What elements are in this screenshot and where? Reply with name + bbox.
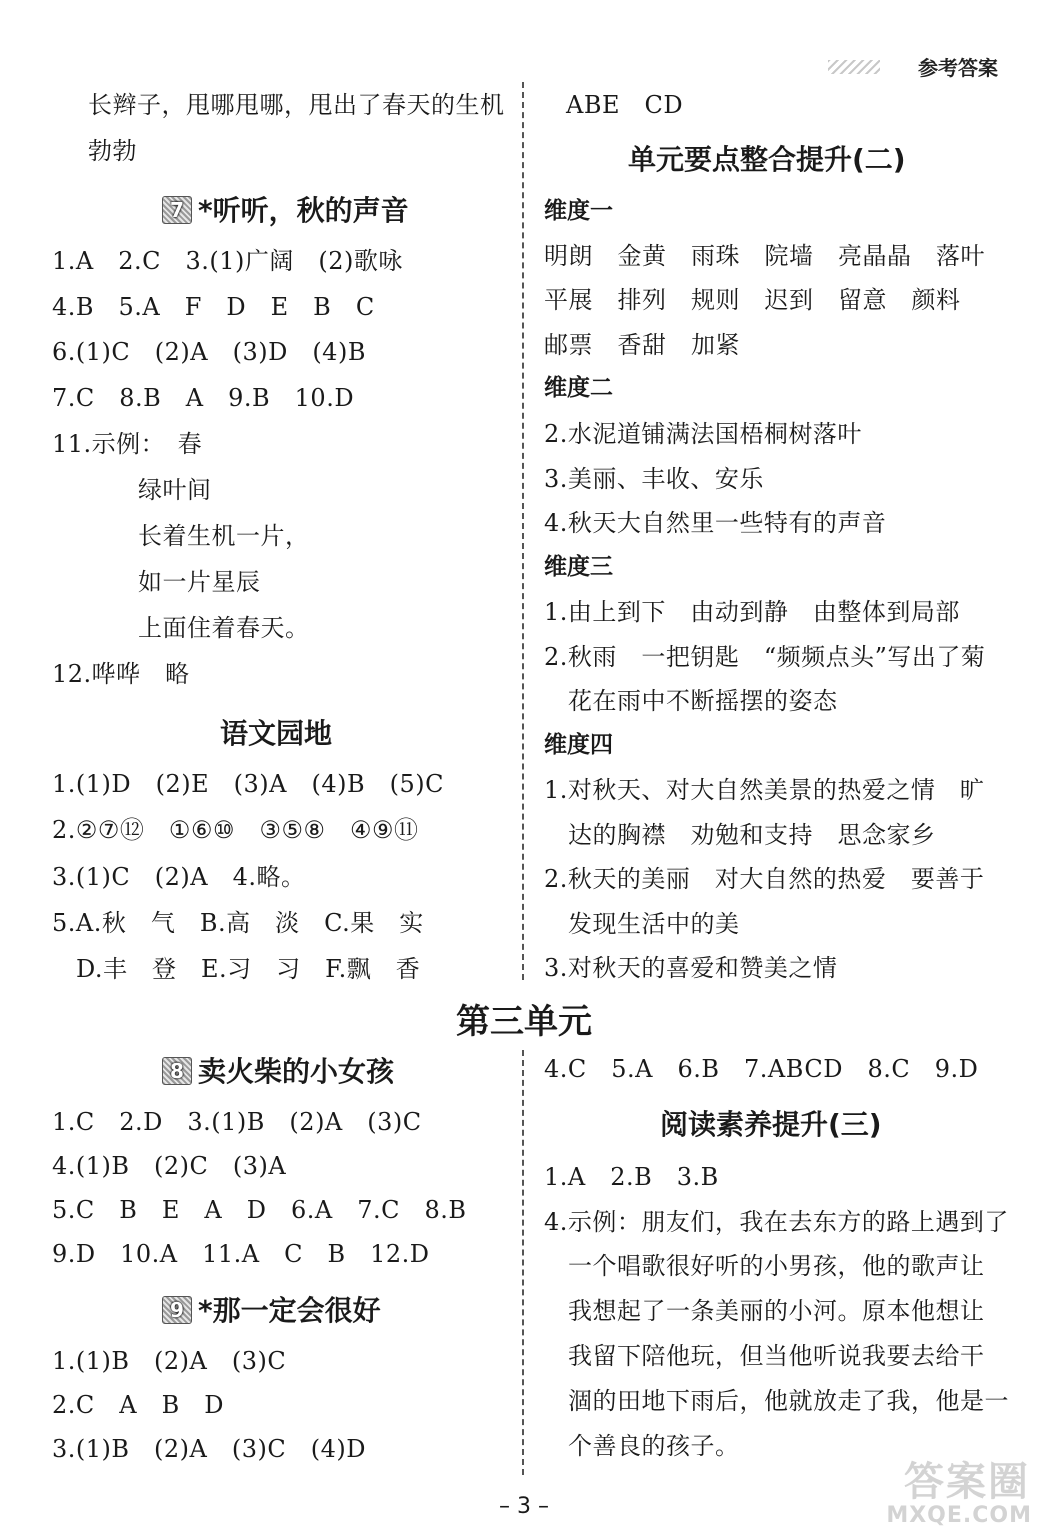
garden-heading: 语文园地 xyxy=(220,717,333,750)
lesson-number-badge: 8 xyxy=(162,1057,192,1085)
answer-line: 我想起了一条美丽的小河。原本他想让 xyxy=(568,1297,985,1325)
answer-line: 4.秋天大自然里一些特有的声音 xyxy=(544,509,887,537)
lesson7-title: *听听，秋的声音 xyxy=(198,194,409,227)
answer-line: 平展 排列 规则 迟到 留意 颜料 xyxy=(544,286,961,314)
answer-line: 4.示例：朋友们，我在去东方的路上遇到了 xyxy=(544,1208,1009,1236)
answer-line: 1.由上到下 由动到静 由整体到局部 xyxy=(544,598,960,626)
answer-line: 6.(1)C (2)A (3)D (4)B xyxy=(52,338,366,366)
lesson9-heading xyxy=(162,1293,381,1329)
answer-line: 3.(1)B (2)A (3)C (4)D xyxy=(52,1435,366,1463)
answer-line: 3.美丽、丰收、安乐 xyxy=(544,465,764,493)
watermark-logo xyxy=(856,1450,1036,1528)
dimension-label: 维度二 xyxy=(544,375,613,401)
answer-line: 2.②⑦⑫ ①⑥⑩ ③⑤⑧ ④⑨⑪ xyxy=(52,816,419,844)
lesson8-title: 卖火柴的小女孩 xyxy=(198,1055,395,1088)
answer-line: 4.(1)B (2)C (3)A xyxy=(52,1152,287,1180)
answer-line: 达的胸襟 劝勉和支持 思念家乡 xyxy=(568,821,936,849)
lesson-number-badge: 9 xyxy=(162,1296,192,1324)
answer-line: 5.A.秋 气 B.高 淡 C.果 实 xyxy=(52,909,424,937)
answer-line: 一个唱歌很好听的小男孩，他的歌声让 xyxy=(568,1252,985,1280)
answer-line: 4.B 5.A F D E B C xyxy=(52,293,375,321)
continuation-line: 4.C 5.A 6.B 7.ABCD 8.C 9.D xyxy=(544,1055,979,1083)
answer-line: 2.秋天的美丽 对大自然的热爱 要善于 xyxy=(544,865,985,893)
poem-line: 绿叶间 xyxy=(138,476,212,504)
answer-line: 个善良的孩子。 xyxy=(568,1432,740,1460)
lesson-number-badge: 7 xyxy=(162,196,192,224)
answer-line: 明朗 金黄 雨珠 院墙 亮晶晶 落叶 xyxy=(544,242,985,270)
answer-line: 3.(1)C (2)A 4.略。 xyxy=(52,863,306,891)
continuation-line: 长辫子，甩哪甩哪，甩出了春天的生机 xyxy=(88,91,505,119)
answer-line: 1.A 2.B 3.B xyxy=(544,1163,719,1191)
answer-line: 11.示例： 春 xyxy=(52,430,203,458)
header-decoration xyxy=(828,60,880,74)
column-divider-top xyxy=(522,82,524,980)
answer-line: D.丰 登 E.习 习 F.飘 香 xyxy=(76,955,421,983)
answer-line: 3.对秋天的喜爱和赞美之情 xyxy=(544,954,838,982)
answer-line: 1.C 2.D 3.(1)B (2)A (3)C xyxy=(52,1108,422,1136)
answer-line: 1.(1)D (2)E (3)A (4)B (5)C xyxy=(52,770,444,798)
watermark-url: MXQE.COM xyxy=(886,1503,1032,1528)
answer-line: 花在雨中不断摇摆的姿态 xyxy=(568,687,838,715)
reading-literacy-heading: 阅读素养提升(三) xyxy=(660,1108,882,1141)
page-number: – 3 – xyxy=(499,1494,549,1519)
poem-line: 长着生机一片， xyxy=(138,522,310,550)
unit-title: 第三单元 xyxy=(456,1002,592,1042)
answer-line: 2.C A B D xyxy=(52,1391,224,1419)
answer-line: 邮票 香甜 加紧 xyxy=(544,331,740,359)
watermark-text: 答案圈 xyxy=(904,1459,1030,1505)
column-divider-bottom xyxy=(522,1050,524,1475)
answer-line: 涸的田地下雨后，他就放走了我，他是一 xyxy=(568,1387,1009,1415)
continuation-line: ABE CD xyxy=(566,91,684,119)
header-tag: 参考答案 xyxy=(918,56,998,80)
lesson7-heading xyxy=(162,193,409,229)
poem-line: 上面住着春天。 xyxy=(138,614,310,642)
answer-line: 9.D 10.A 11.A C B 12.D xyxy=(52,1240,430,1268)
lesson9-title: *那一定会很好 xyxy=(198,1294,381,1327)
answer-line: 发现生活中的美 xyxy=(568,910,740,938)
poem-line: 如一片星辰 xyxy=(138,568,261,596)
dimension-label: 维度四 xyxy=(544,732,613,758)
answer-line: 7.C 8.B A 9.B 10.D xyxy=(52,384,355,412)
answer-line: 2.水泥道铺满法国梧桐树落叶 xyxy=(544,420,862,448)
answer-line: 我留下陪他玩，但当他听说我要去给干 xyxy=(568,1342,985,1370)
answer-line: 5.C B E A D 6.A 7.C 8.B xyxy=(52,1196,467,1224)
continuation-line: 勃勃 xyxy=(88,137,137,165)
dimension-label: 维度一 xyxy=(544,198,613,224)
dimension-label: 维度三 xyxy=(544,554,613,580)
answer-line: 1.(1)B (2)A (3)C xyxy=(52,1347,287,1375)
answer-line: 2.秋雨 一把钥匙 “频频点头”写出了菊 xyxy=(544,643,986,671)
lesson8-heading xyxy=(162,1054,394,1090)
answer-line: 1.A 2.C 3.(1)广阔 (2)歌咏 xyxy=(52,247,403,275)
unit-summary-heading: 单元要点整合提升(二) xyxy=(628,143,906,176)
answer-line: 12.哗哗 略 xyxy=(52,660,190,688)
answer-line: 1.对秋天、对大自然美景的热爱之情 旷 xyxy=(544,776,985,804)
